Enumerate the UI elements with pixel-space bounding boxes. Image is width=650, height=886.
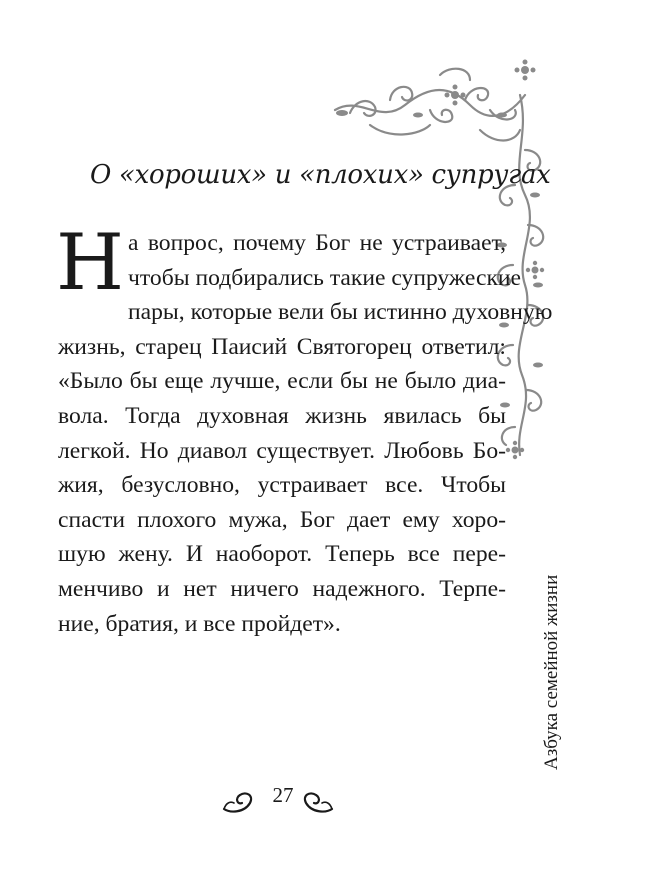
text-line: ние, братия, и все пройдет». xyxy=(58,610,341,637)
curl-ornament-icon xyxy=(222,789,256,815)
section-title: О «хороших» и «плохих» супругах xyxy=(90,160,551,190)
text-line: менчиво и нет ничего надежного. Терпе- xyxy=(58,575,506,602)
text-line: шую жену. И наоборот. Теперь все пере- xyxy=(58,541,506,568)
text-line: а вопрос, почему Бог не устраивает, xyxy=(128,230,506,256)
body-paragraph xyxy=(56,218,553,641)
curl-ornament-icon xyxy=(300,789,334,815)
text-line: пары, которые вели бы истинно духовную xyxy=(128,299,553,326)
page-number: 27 xyxy=(272,783,294,807)
text-line: «Было бы еще лучше, если бы не было диа- xyxy=(58,368,506,395)
text-line: легкой. Но диавол существует. Любовь Бо- xyxy=(58,437,506,464)
running-title: Азбука семейной жизни xyxy=(541,574,562,770)
text-line: спасти плохого мужа, Бог дает ему хоро- xyxy=(58,506,506,533)
text-line: жия, безусловно, устраивает все. Чтобы xyxy=(58,472,506,499)
drop-cap: Н xyxy=(56,218,125,308)
page-footer xyxy=(0,783,650,823)
text-line: жизнь, старец Паисий Святогорец ответил: xyxy=(58,333,506,360)
text-line: чтобы подбирались такие супружеские xyxy=(128,264,522,291)
text-line: вола. Тогда духовная жизнь явилась бы xyxy=(58,402,506,429)
